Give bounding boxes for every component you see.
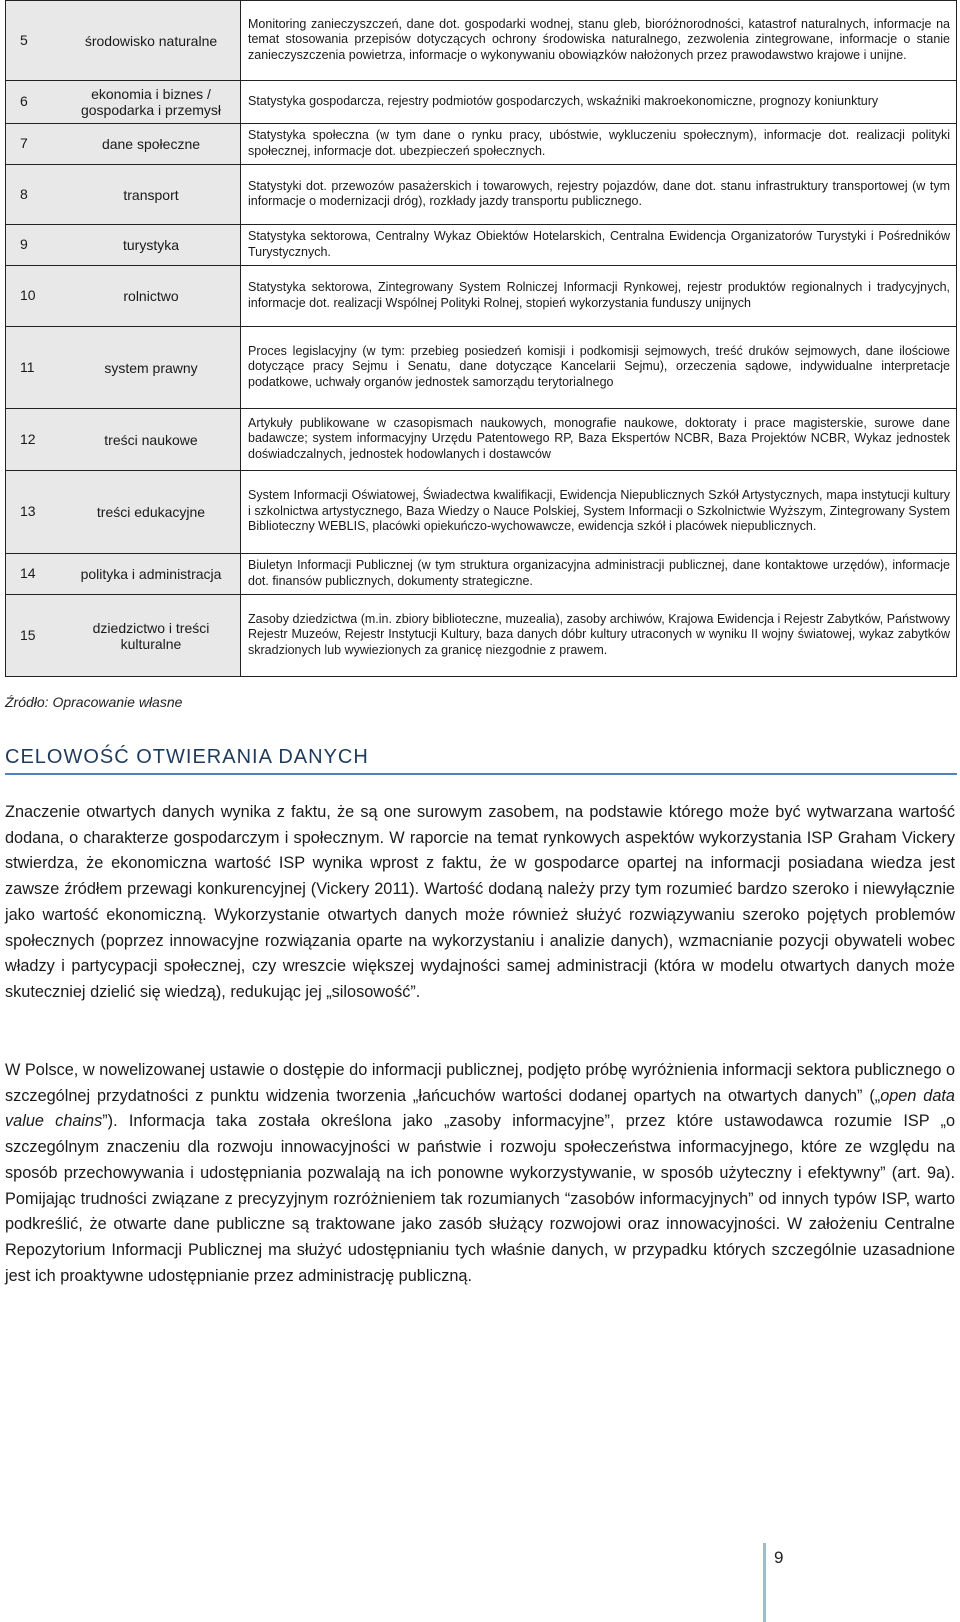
row-category: treści edukacyjne <box>62 471 241 554</box>
row-description: Monitoring zanieczyszczeń, dane dot. gospodarki wodnej, stanu gleb, bioróżnorodności, katastrof naturalnych, informacje na temat stosowania przepisów dotyczących ochrony środowiska naturalnego, zezwolenia zintegrowane, informacje o stanie zanieczyszczenia powietrza, informacje o wykonywaniu obowiązków nałożonych przez prawodawstwo krajowe i unijne. <box>241 1 957 81</box>
row-description: Statystyka gospodarcza, rejestry podmiotów gospodarczych, wskaźniki makroekonomiczne, prognozy koniunktury <box>241 81 957 124</box>
row-category: turystyka <box>62 225 241 266</box>
table-row <box>6 409 957 471</box>
row-description: Artykuły publikowane w czasopismach naukowych, monografie naukowe, doktoraty i prace magisterskie, surowe dane badawcze; system informacyjny Urzędu Patentowego RP, Baza Ekspertów NCBR, Baza Projektów NCBR, Wykaz jednostek doświadczalnych, jednostek hodowlanych i dostawców <box>241 409 957 471</box>
row-description: Statystyka społeczna (w tym dane o rynku pracy, ubóstwie, wykluczeniu społecznym), informacje dot. realizacji polityki społecznej, informacje dot. ubezpieczeń społecznych. <box>241 124 957 165</box>
paragraph-text: ”). Informacja taka została określona jako „zasoby informacyjne”, przez które ustawodawca rozumie ISP „o szczególnym znaczeniu dla rozwoju innowacyjności w państwie i rozwoju społeczeństwa informacyjnego, które ze względu na sposób przechowywania i udostępniania pozwalają na ich ponowne wykorzystywanie, w sposób użyteczny i efektywny” (art. 9a). Pomijając trudności związane z precyzyjnym rozróżnieniem tak rozumianych “zasobów informacyjnych” od innych typów ISP, warto podkreślić, że otwarte dane publiczne są traktowane jako zasób służący rozwojowi oraz innowacyjności. W założeniu Centralne Repozytorium Informacji Publicznej ma służyć udostępnianiu tych właśnie danych, w przypadku których szczególnie uzasadnione jest ich proaktywne udostępnianie przez administrację publiczną. <box>5 1112 955 1285</box>
section-heading: CELOWOŚĆ OTWIERANIA DANYCH <box>5 746 957 775</box>
row-category: ekonomia i biznes / gospodarka i przemysł <box>62 81 241 124</box>
row-category: system prawny <box>62 327 241 409</box>
row-category: dziedzictwo i treści kulturalne <box>62 595 241 677</box>
data-categories-table <box>5 0 957 677</box>
row-description: Biuletyn Informacji Publicznej (w tym struktura organizacyjna administracji publicznej, dane kontaktowe urzędów), informacje dot. finansów publicznych, dokumenty strategiczne. <box>241 554 957 595</box>
row-number: 6 <box>6 81 63 124</box>
paragraph-text: W Polsce, w nowelizowanej ustawie o dostępie do informacji publicznej, podjęto próbę wyróżnienia informacji sektora publicznego o szczególnej przydatności z punktu widzenia tworzenia „łańcuchów wartości dodanej opartych na otwartych danych” („ <box>5 1061 955 1105</box>
table-source-note: Źródło: Opracowanie własne <box>5 694 183 710</box>
table-row <box>6 327 957 409</box>
body-paragraph: Znaczenie otwartych danych wynika z faktu, że są one surowym zasobem, na podstawie którego może być wytwarzana wartość dodana, o charakterze gospodarczym i społecznym. W raporcie na temat rynkowych aspektów wykorzystania ISP Graham Vickery stwierdza, że ekonomiczna wartość ISP wynika wprost z faktu, że w gospodarce opartej na informacji posiadana wiedza jest zawsze źródłem przewagi konkurencyjnej (Vickery 2011). Wartość dodaną należy przy tym rozumieć bardzo szeroko i niewyłącznie jako wartość ekonomiczną. Wykorzystanie otwartych danych może również służyć rozwiązywaniu szeroko pojętych problemów społecznych (poprzez innowacyjne rozwiązania oparte na wykorzystaniu i analizie danych), wzmacnianie pozycji obywateli wobec władzy i partycypacji społecznej, czy wreszcie większej wydajności samej administracji (która w modelu otwartych danych może skuteczniej dzielić się wiedzą), redukując jej „silosowość”. <box>5 803 955 1001</box>
row-category: rolnictwo <box>62 266 241 327</box>
row-number: 9 <box>6 225 63 266</box>
row-description: Statystyka sektorowa, Zintegrowany System Rolniczej Informacji Rynkowej, rejestr produktów regionalnych i tradycyjnych, informacje dot. realizacji Wspólnej Polityki Rolnej, stopień wykorzystania funduszy unijnych <box>241 266 957 327</box>
row-number: 8 <box>6 165 63 225</box>
table-row <box>6 225 957 266</box>
table-row <box>6 266 957 327</box>
row-description: Statystyki dot. przewozów pasażerskich i towarowych, rejestry pojazdów, dane dot. stanu infrastruktury transportowej (w tym informacje o modernizacji dróg), rozkłady jazdy transportu publicznego. <box>241 165 957 225</box>
row-number: 5 <box>6 1 63 81</box>
row-number: 11 <box>6 327 63 409</box>
row-category: dane społeczne <box>62 124 241 165</box>
page-number: 9 <box>774 1548 784 1567</box>
row-description: Proces legislacyjny (w tym: przebieg posiedzeń komisji i podkomisji sejmowych, treść druków sejmowych, dane ilościowe dotyczące pracy Sejmu i Senatu, dane dotyczące Kancelarii Sejmu), orzeczenia sądowe, indywidualne interpretacje podatkowe, uchwały organów jednostek samorządu terytorialnego <box>241 327 957 409</box>
row-category: transport <box>62 165 241 225</box>
body-paragraph <box>5 1058 955 1289</box>
row-number: 13 <box>6 471 63 554</box>
table-row <box>6 165 957 225</box>
row-description: System Informacji Oświatowej, Świadectwa kwalifikacji, Ewidencja Niepublicznych Szkół Artystycznych, mapa instytucji kultury i szkolnictwa artystycznego, Baza Wiedzy o Nauce Polskiej, System Informacji o Szkolnictwie Wyższym, Zintegrowany System Biblioteczny WEBLIS, placówki opiekuńczo-wychowawcze, ewidencja szkół i placówek niepublicznych. <box>241 471 957 554</box>
page-number-bar <box>763 1543 766 1622</box>
table-row <box>6 595 957 677</box>
row-description: Statystyka sektorowa, Centralny Wykaz Obiektów Hotelarskich, Centralna Ewidencja Organizatorów Turystyki i Pośredników Turystycznych. <box>241 225 957 266</box>
row-number: 10 <box>6 266 63 327</box>
row-category: treści naukowe <box>62 409 241 471</box>
table-row <box>6 124 957 165</box>
row-number: 15 <box>6 595 63 677</box>
table-row <box>6 554 957 595</box>
row-category: środowisko naturalne <box>62 1 241 81</box>
paragraph-emphasis: open data value chains <box>5 1086 955 1131</box>
row-number: 7 <box>6 124 63 165</box>
table-row <box>6 81 957 124</box>
table-row <box>6 1 957 81</box>
row-category: polityka i administracja <box>62 554 241 595</box>
row-description: Zasoby dziedzictwa (m.in. zbiory biblioteczne, muzealia), zasoby archiwów, Krajowa Ewidencja i Rejestr Zabytków, Państwowy Rejestr Muzeów, Rejestr Instytucji Kultury, baza danych dóbr kultury utraconych w wyniku II wojny światowej, wykaz zabytków skradzionych lub wywiezionych za granicę niezgodnie z prawem. <box>241 595 957 677</box>
row-number: 14 <box>6 554 63 595</box>
row-number: 12 <box>6 409 63 471</box>
table-row <box>6 471 957 554</box>
